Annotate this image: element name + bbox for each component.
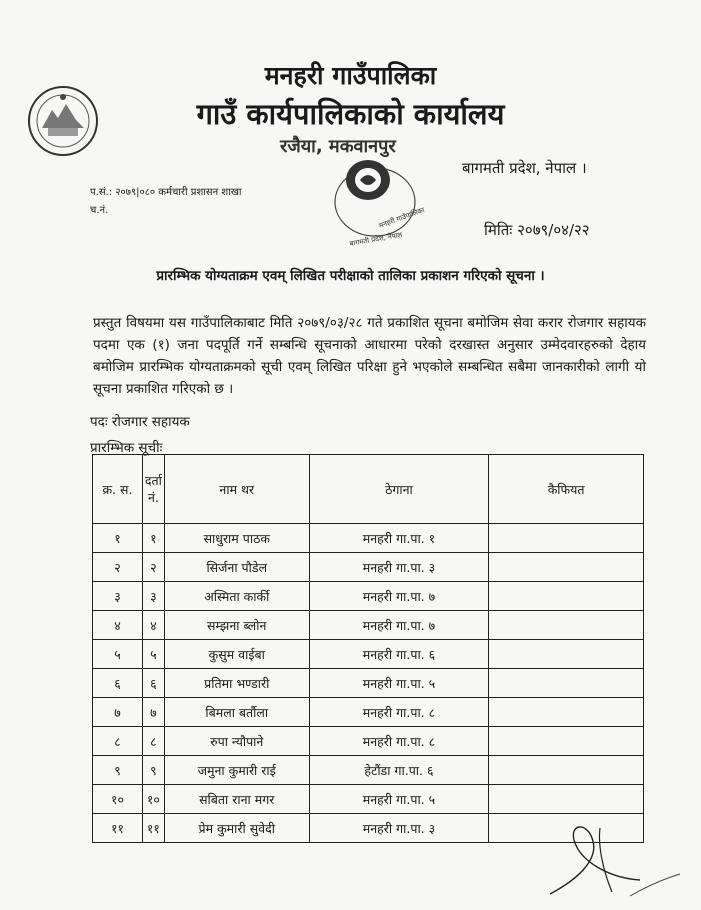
cell-remarks [489, 669, 644, 698]
municipality-name: मनहरी गाउँपालिका [264, 61, 437, 90]
header-registration: दर्ता नं. [142, 455, 164, 524]
table-row [93, 582, 644, 611]
cell-address: मनहरी गा.पा. १ [309, 524, 489, 553]
cell-serial: ४ [93, 611, 143, 640]
cell-address: मनहरी गा.पा. ५ [309, 669, 489, 698]
notice-body: प्रस्तुत विषयमा यस गाउँपालिकाबाट मिति २०७९/०३/२८ गते प्रकाशित सूचना बमोजिम सेवा करार रोजगार सहायक पदमा एक (१) जना पदपूर्ति गर्ने सम्बन्धि सूचनाको आधारमा परेको दरखास्त अनुसार उम्मेदवारहरुको देहाय बमोजिम प्रारम्भिक योग्यताक्रमको सूची एवम् लिखित परिक्षा हुने भएकोले सम्बन्धित सबैमा जानकारीको लागी यो सूचना प्रकाशित गरिएको छ । [93, 315, 646, 397]
cell-serial: ६ [93, 669, 143, 698]
cell-registration: ८ [142, 727, 164, 756]
dispatch-number: च.नं. [90, 205, 109, 216]
cell-remarks [489, 698, 644, 727]
candidate-table [92, 454, 644, 843]
header-address: ठेगाना [309, 455, 489, 524]
cell-address: मनहरी गा.पा. ८ [309, 698, 489, 727]
cell-name: बिमला बर्तौला [164, 698, 309, 727]
cell-name: जमुना कुमारी राई [164, 756, 309, 785]
table-header-row [93, 455, 644, 524]
cell-registration: ११ [142, 814, 164, 843]
table-row [93, 524, 644, 553]
cell-serial: ८ [93, 727, 143, 756]
cell-registration: ४ [142, 611, 164, 640]
header-remarks: कैफियत [489, 455, 644, 524]
cell-registration: १० [142, 785, 164, 814]
cell-name: सम्झना ब्लोन [164, 611, 309, 640]
cell-address: मनहरी गा.पा. ७ [309, 582, 489, 611]
province-name: बागमती प्रदेश, नेपाल । [462, 159, 587, 177]
cell-address: मनहरी गा.पा. ५ [309, 785, 489, 814]
signature-icon [540, 808, 690, 904]
cell-name: प्रतिमा भण्डारी [164, 669, 309, 698]
cell-registration: ९ [142, 756, 164, 785]
cell-registration: ५ [142, 640, 164, 669]
cell-remarks [489, 611, 644, 640]
table-row [93, 727, 644, 756]
office-address: रजैया, मकवानपुर [280, 136, 396, 157]
cell-registration: १ [142, 524, 164, 553]
cell-registration: २ [142, 553, 164, 582]
cell-name: सिर्जना पौडेल [164, 553, 309, 582]
table-row [93, 698, 644, 727]
cell-name: कुसुम वाईबा [164, 640, 309, 669]
cell-serial: २ [93, 553, 143, 582]
list-label: प्रारम्भिक सूचीः [90, 440, 163, 456]
notice-title: प्रारम्भिक योग्यताक्रम एवम् लिखित परीक्षाको तालिका प्रकाशन गरिएको सूचना । [156, 268, 545, 284]
header-name: नाम थर [164, 455, 309, 524]
svg-text:मनहरी गाउँपालिका: मनहरी गाउँपालिका [377, 206, 426, 230]
cell-address: मनहरी गा.पा. ८ [309, 727, 489, 756]
cell-registration: ७ [142, 698, 164, 727]
header-serial: क्र. स. [93, 455, 143, 524]
table-row [93, 669, 644, 698]
cell-serial: ११ [93, 814, 143, 843]
cell-serial: १० [93, 785, 143, 814]
office-name: गाउँ कार्यपालिकाको कार्यालय [196, 97, 505, 131]
cell-remarks [489, 582, 644, 611]
svg-text:बागमती प्रदेश, नेपाल: बागमती प्रदेश, नेपाल [348, 230, 403, 248]
cell-serial: ९ [93, 756, 143, 785]
cell-name: अस्मिता कार्की [164, 582, 309, 611]
cell-serial: १ [93, 524, 143, 553]
cell-remarks [489, 524, 644, 553]
post-label: पदः रोजगार सहायक [90, 414, 190, 430]
cell-serial: ५ [93, 640, 143, 669]
table-row [93, 611, 644, 640]
cell-remarks [489, 640, 644, 669]
cell-address: हेटौंडा गा.पा. ६ [309, 756, 489, 785]
cell-remarks [489, 727, 644, 756]
table-row [93, 640, 644, 669]
table-row [93, 553, 644, 582]
cell-name: सबिता राना मगर [164, 785, 309, 814]
reference-number: प.सं.: २०७९|०८० कर्मचारी प्रशासन शाखा [90, 187, 242, 198]
cell-remarks [489, 553, 644, 582]
cell-registration: ६ [142, 669, 164, 698]
table-row [93, 756, 644, 785]
cell-name: प्रेम कुमारी सुवेदी [164, 814, 309, 843]
cell-remarks [489, 756, 644, 785]
cell-serial: ३ [93, 582, 143, 611]
office-seal-icon [320, 150, 430, 255]
cell-name: साधुराम पाठक [164, 524, 309, 553]
cell-serial: ७ [93, 698, 143, 727]
notice-date: मितिः २०७९/०४/२२ [484, 221, 590, 239]
cell-address: मनहरी गा.पा. ७ [309, 611, 489, 640]
cell-address: मनहरी गा.पा. ३ [309, 553, 489, 582]
cell-address: मनहरी गा.पा. ३ [309, 814, 489, 843]
cell-registration: ३ [142, 582, 164, 611]
cell-name: रुपा न्यौपाने [164, 727, 309, 756]
cell-address: मनहरी गा.पा. ६ [309, 640, 489, 669]
